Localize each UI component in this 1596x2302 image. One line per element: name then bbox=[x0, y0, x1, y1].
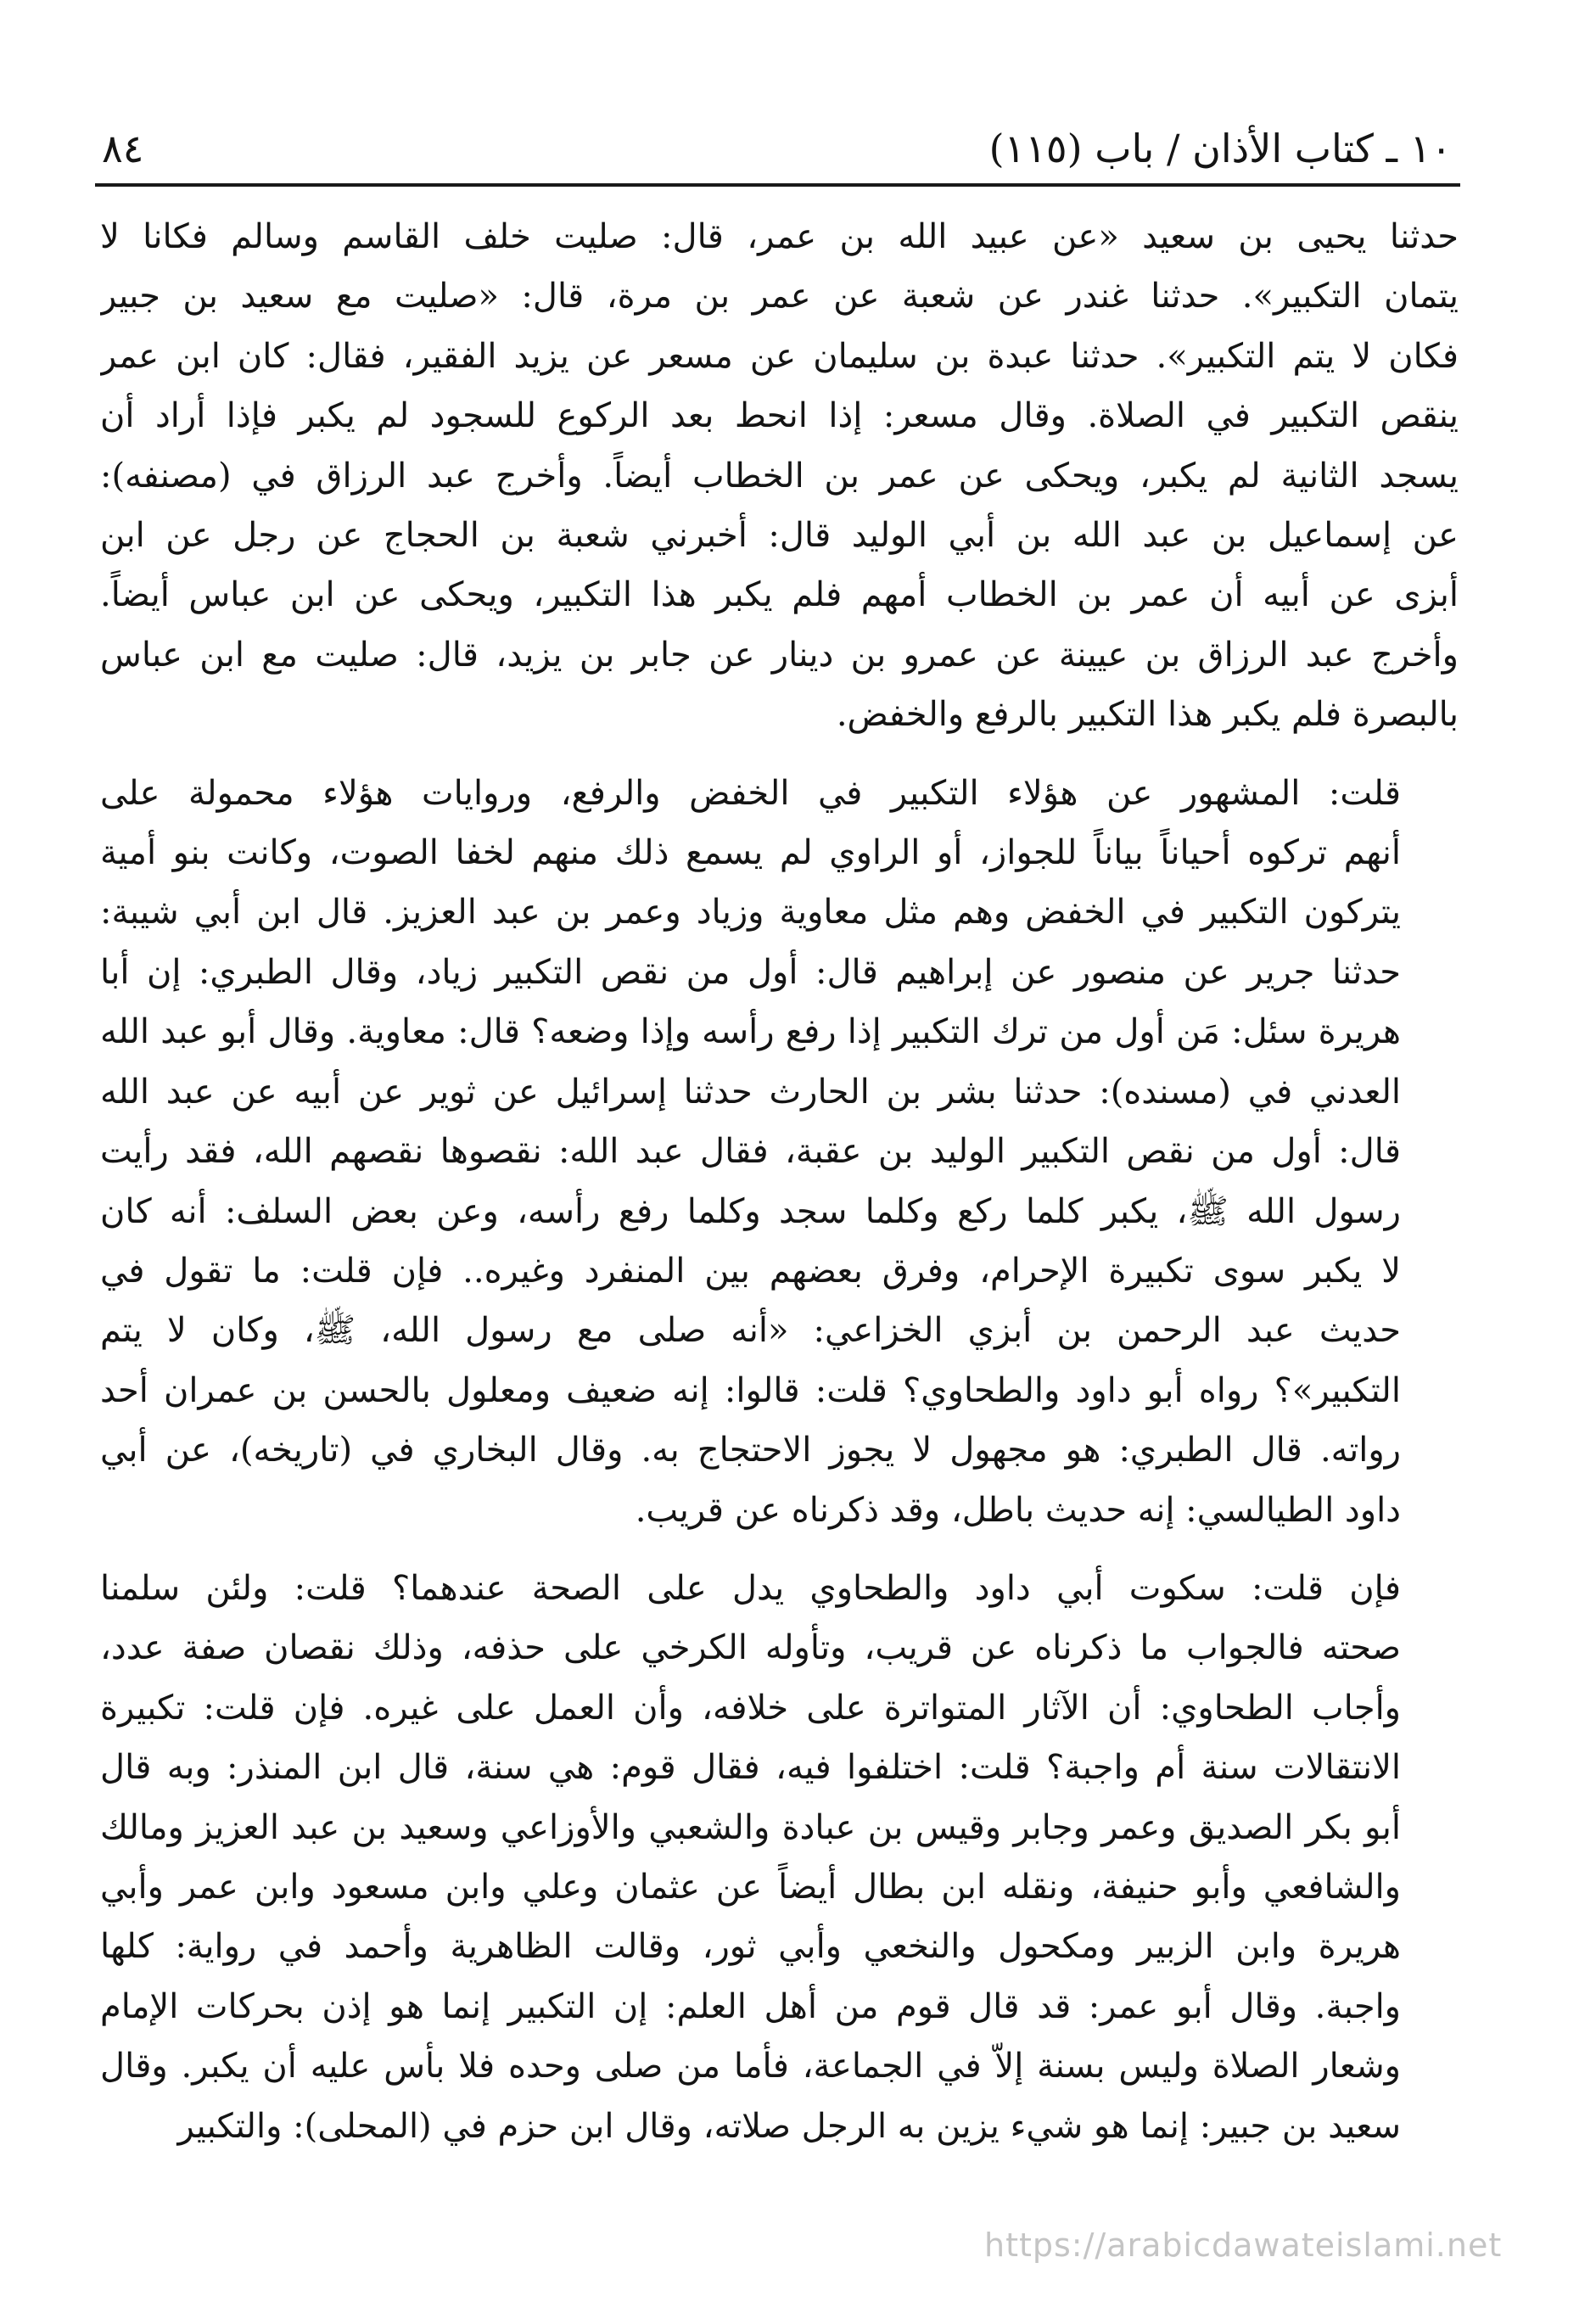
text-line: بالبصرة فلم يكبر هذا التكبير بالرفع والخفض. bbox=[836, 695, 1459, 735]
paragraph-1 bbox=[100, 207, 1459, 745]
text-line: هريرة وابن الزبير ومكحول والنخعي وأبي ثور، وقالت الظاهرية وأحمد في رواية: كلها bbox=[100, 1927, 1401, 1967]
text-line: عن إسماعيل بن عبد الله بن أبي الوليد قال: أخبرني شعبة بن الحجاج عن رجل عن ابن bbox=[100, 516, 1459, 556]
text-line: فإن قلت: سكوت أبي داود والطحاوي يدل على الصحة عندهما؟ قلت: ولئن سلمنا bbox=[100, 1568, 1401, 1608]
watermark-url: https://arabicdawateislami.net bbox=[984, 2226, 1503, 2264]
text-line: أبزى عن أبيه أن عمر بن الخطاب أمهم فلم يكبر هذا التكبير، ويحكى عن ابن عباس أيضاً. bbox=[100, 575, 1459, 615]
text-line: ينقص التكبير في الصلاة. وقال مسعر: إذا انحط بعد الركوع للسجود لم يكبر فإذا أراد أن bbox=[100, 396, 1459, 436]
text-line: رواته. قال الطبري: هو مجهول لا يجوز الاحتجاج به. وقال البخاري في (تاريخه)، عن أبي bbox=[100, 1431, 1401, 1470]
text-line: وشعار الصلاة وليس بسنة إلاّ في الجماعة، فأما من صلى وحده فلا بأس عليه أن يكبر. وقال bbox=[100, 2047, 1401, 2086]
text-line: يسجد الثانية لم يكبر، ويحكى عن عمر بن الخطاب أيضاً. وأخرج عبد الرزاق في (مصنفه): bbox=[100, 456, 1459, 496]
text-line: الانتقالات سنة أم واجبة؟ قلت: اختلفوا فيه، فقال قوم: هي سنة، قال ابن المنذر: وبه قال bbox=[100, 1748, 1401, 1788]
text-line: فكان لا يتم التكبير». حدثنا عبدة بن سليمان عن مسعر عن يزيد الفقير، فقال: كان ابن عمر bbox=[100, 336, 1459, 376]
text-line: لا يكبر سوى تكبيرة الإحرام، وفرق بعضهم بين المنفرد وغيره.. فإن قلت: ما تقول في bbox=[100, 1251, 1401, 1291]
text-line: قلت: المشهور عن هؤلاء التكبير في الخفض والرفع، وروايات هؤلاء محمولة على bbox=[100, 773, 1401, 813]
text-line: يتمان التكبير». حدثنا غندر عن شعبة عن عمر بن مرة، قال: «صليت مع سعيد بن جبير bbox=[100, 277, 1459, 316]
paragraph-3 bbox=[100, 1559, 1459, 2156]
text-line: سعيد بن جبير: إنما هو شيء يزين به الرجل صلاته، وقال ابن حزم في (المحلى): والتكبير bbox=[177, 2106, 1401, 2146]
text-line: صحته فالجواب ما ذكرناه عن قريب، وتأوله الكرخي على حذفه، وذلك نقصان صفة عدد، bbox=[100, 1628, 1402, 1668]
text-line: حدثنا يحيى بن سعيد «عن عبيد الله بن عمر، قال: صليت خلف القاسم وسالم فكانا لا bbox=[100, 217, 1459, 256]
text-line: رسول الله ﷺ، يكبر كلما ركع وكلما سجد وكلما رفع رأسه، وعن بعض السلف: أنه كان bbox=[100, 1191, 1401, 1231]
header-rule bbox=[95, 183, 1460, 187]
text-line: التكبير»؟ رواه أبو داود والطحاوي؟ قلت: قالوا: إنه ضعيف ومعلول بالحسن بن عمران أحد bbox=[100, 1370, 1401, 1410]
text-line: والشافعي وأبو حنيفة، ونقله ابن بطال أيضاً عن عثمان وعلي وابن مسعود وابن عمر وأبي bbox=[100, 1867, 1401, 1907]
text-line: داود الطيالسي: إنه حديث باطل، وقد ذكرناه عن قريب. bbox=[635, 1490, 1401, 1530]
body-text bbox=[100, 207, 1459, 2156]
page-number: ٨٤ bbox=[102, 126, 144, 171]
text-line: هريرة سئل: مَن أول من ترك التكبير إذا رفع رأسه وإذا وضعه؟ قال: معاوية. وقال أبو عبد الله bbox=[100, 1012, 1401, 1052]
text-line: حديث عبد الرحمن بن أبزي الخزاعي: «أنه صلى مع رسول الله، ﷺ، وكان لا يتم bbox=[100, 1311, 1401, 1351]
text-line: وأخرج عبد الرزاق بن عيينة عن عمرو بن دينار عن جابر بن يزيد، قال: صليت مع ابن عباس bbox=[100, 635, 1459, 675]
text-line: وأجاب الطحاوي: أن الآثار المتواترة على خلافه، وأن العمل على غيره. فإن قلت: تكبيرة bbox=[100, 1688, 1401, 1728]
text-line: حدثنا جرير عن منصور عن إبراهيم قال: أول من نقص التكبير زياد، وقال الطبري: إن أبا bbox=[100, 952, 1401, 992]
text-line: أبو بكر الصديق وعمر وجابر وقيس بن عبادة والشعبي والأوزاعي وسعيد بن عبد العزيز ومالك bbox=[100, 1807, 1401, 1847]
page-header bbox=[102, 117, 1452, 180]
paragraph-2 bbox=[100, 764, 1459, 1540]
text-line: واجبة. وقال أبو عمر: قد قال قوم من أهل العلم: إن التكبير إنما هو إذن بحركات الإمام bbox=[100, 1986, 1401, 2026]
text-line: يتركون التكبير في الخفض وهم مثل معاوية وزياد وعمر بن عبد العزيز. قال ابن أبي شيبة: bbox=[100, 893, 1401, 933]
text-line: العدني في (مسنده): حدثنا بشر بن الحارث حدثنا إسرائيل عن ثوير عن أبيه عن عبد الله bbox=[100, 1072, 1401, 1112]
chapter-heading: ١٠ ـ كتاب الأذان / باب (١١٥) bbox=[988, 126, 1452, 171]
text-line: أنهم تركوه أحياناً بياناً للجواز، أو الراوي لم يسمع ذلك منهم لخفا الصوت، وكانت بنو أمية bbox=[100, 833, 1401, 873]
text-line: قال: أول من نقص التكبير الوليد بن عقبة، فقال عبد الله: نقصوها نقصهم الله، فقد رأيت bbox=[100, 1132, 1402, 1172]
